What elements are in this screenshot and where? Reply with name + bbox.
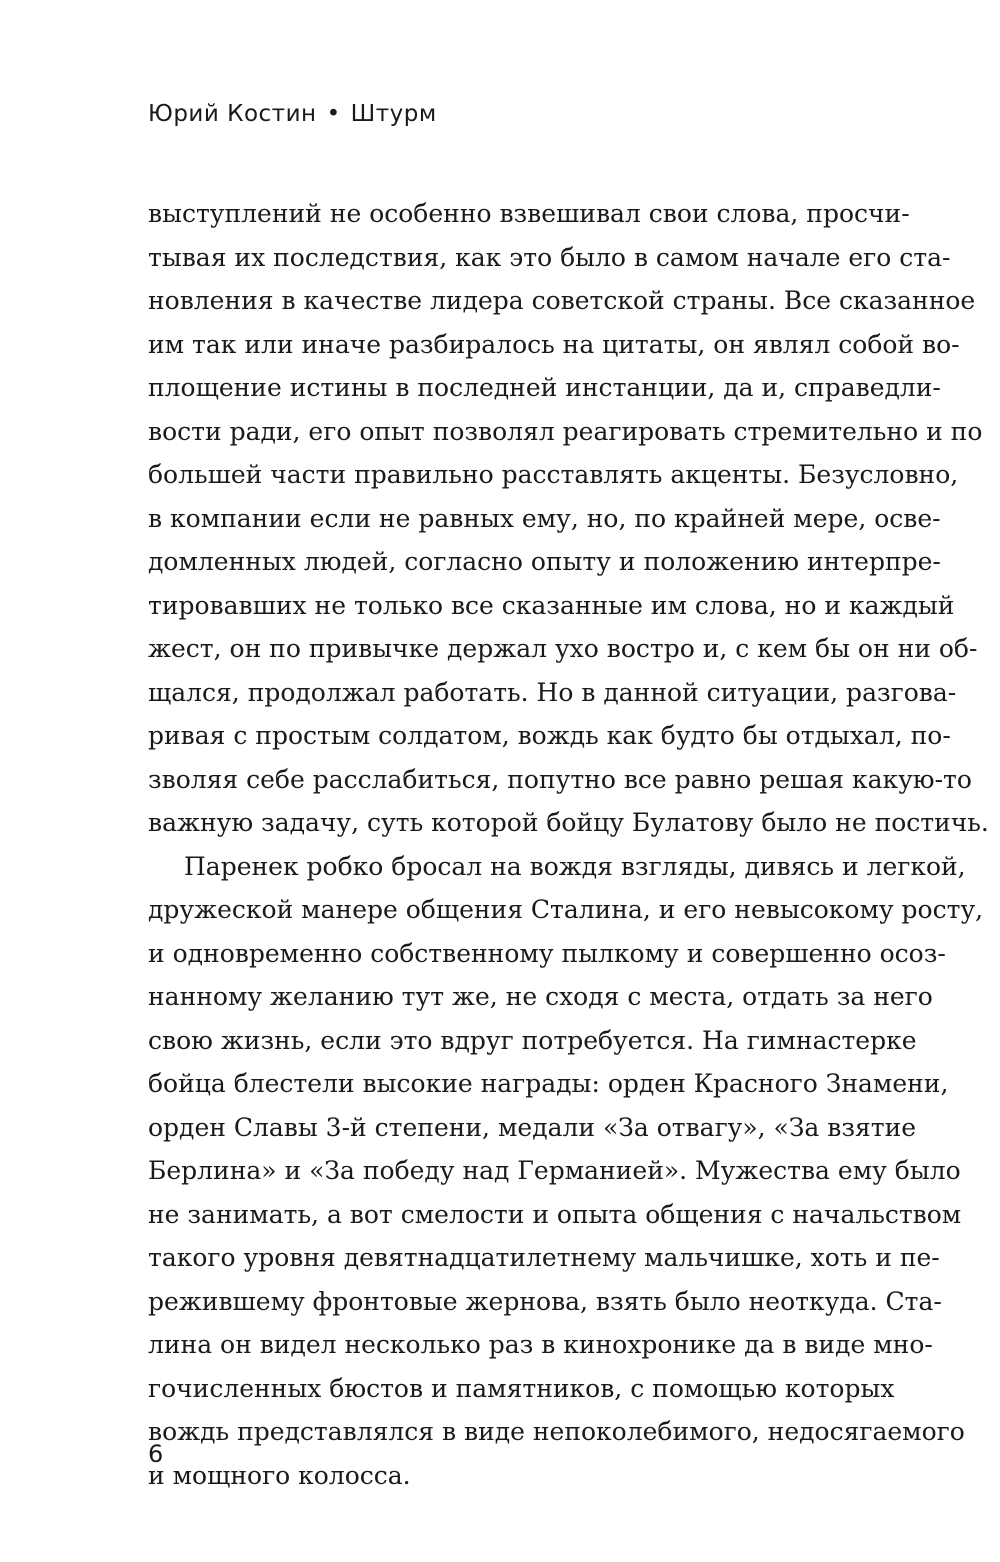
text-line: Берлина» и «За победу над Германией». Мужества ему было	[148, 1156, 961, 1185]
text-line: домленных людей, согласно опыту и положению интерпре-	[148, 547, 941, 576]
text-line: тировавших не только все сказанные им слова, но и каждый	[148, 590, 955, 620]
text-line: площение истины в последней инстанции, да и, справедли-	[148, 373, 941, 402]
text-line: дружеской манере общения Сталина, и его невысокому росту,	[148, 895, 984, 924]
text-line: в компании если не равных ему, но, по крайней мере, осве-	[148, 503, 941, 533]
paragraph-1	[148, 192, 989, 845]
text-line: и мощного колосса.	[148, 1460, 411, 1490]
page-number: 6	[148, 1440, 164, 1468]
text-line: и одновременно собственному пылкому и совершенно осоз-	[148, 938, 946, 968]
text-line: большей части правильно расставлять акценты. Безусловно,	[148, 460, 959, 489]
text-line: ривая с простым солдатом, вождь как будто бы отдыхал, по-	[148, 721, 951, 750]
text-line: им так или иначе разбиралось на цитаты, он являл собой во-	[148, 329, 960, 359]
text-line: свою жизнь, если это вдруг потребуется. На гимнастерке	[148, 1025, 917, 1055]
text-line: такого уровня девятнадцатилетнему мальчишке, хоть и пе-	[148, 1243, 940, 1272]
text-line: орден Славы 3-й степени, медали «За отвагу», «За взятие	[148, 1112, 917, 1142]
text-line: зволяя себе расслабиться, попутно все равно решая какую-то	[148, 764, 972, 794]
text-line: Паренек робко бросал на вождя взгляды, дивясь и легкой,	[184, 851, 966, 881]
text-line: режившему фронтовые жернова, взять было неоткуда. Ста-	[148, 1286, 942, 1316]
running-head	[148, 96, 437, 132]
text-line: лина он видел несколько раз в кинохронике да в виде мно-	[148, 1330, 933, 1359]
text-line: гочисленных бюстов и памятников, с помощью которых	[148, 1373, 895, 1403]
text-line: бойца блестели высокие награды: орден Красного Знамени,	[148, 1069, 949, 1098]
text-line: вождь представлялся в виде непоколебимого, недосягаемого	[148, 1417, 965, 1446]
running-head-title: Штурм	[350, 101, 437, 127]
paragraph-2	[148, 845, 984, 1498]
running-head-author: Юрий Костин	[148, 101, 317, 127]
text-line: не занимать, а вот смелости и опыта общения с начальством	[148, 1199, 962, 1229]
text-line: выступлений не особенно взвешивал свои слова, просчи-	[148, 199, 910, 228]
text-line: щался, продолжал работать. Но в данной ситуации, разгова-	[148, 677, 957, 707]
text-line: новления в качестве лидера советской страны. Все сказанное	[148, 286, 976, 315]
text-line: жест, он по привычке держал ухо востро и, с кем бы он ни об-	[148, 634, 978, 663]
text-line: вости ради, его опыт позволял реагировать стремительно и по	[148, 416, 983, 446]
page-body	[148, 192, 989, 1497]
text-line: нанному желанию тут же, не сходя с места, отдать за него	[148, 982, 933, 1011]
text-line: тывая их последствия, как это было в самом начале его ста-	[148, 242, 951, 272]
running-head-separator: •	[326, 101, 341, 127]
text-line: важную задачу, суть которой бойцу Булатову было не постичь.	[148, 808, 989, 837]
